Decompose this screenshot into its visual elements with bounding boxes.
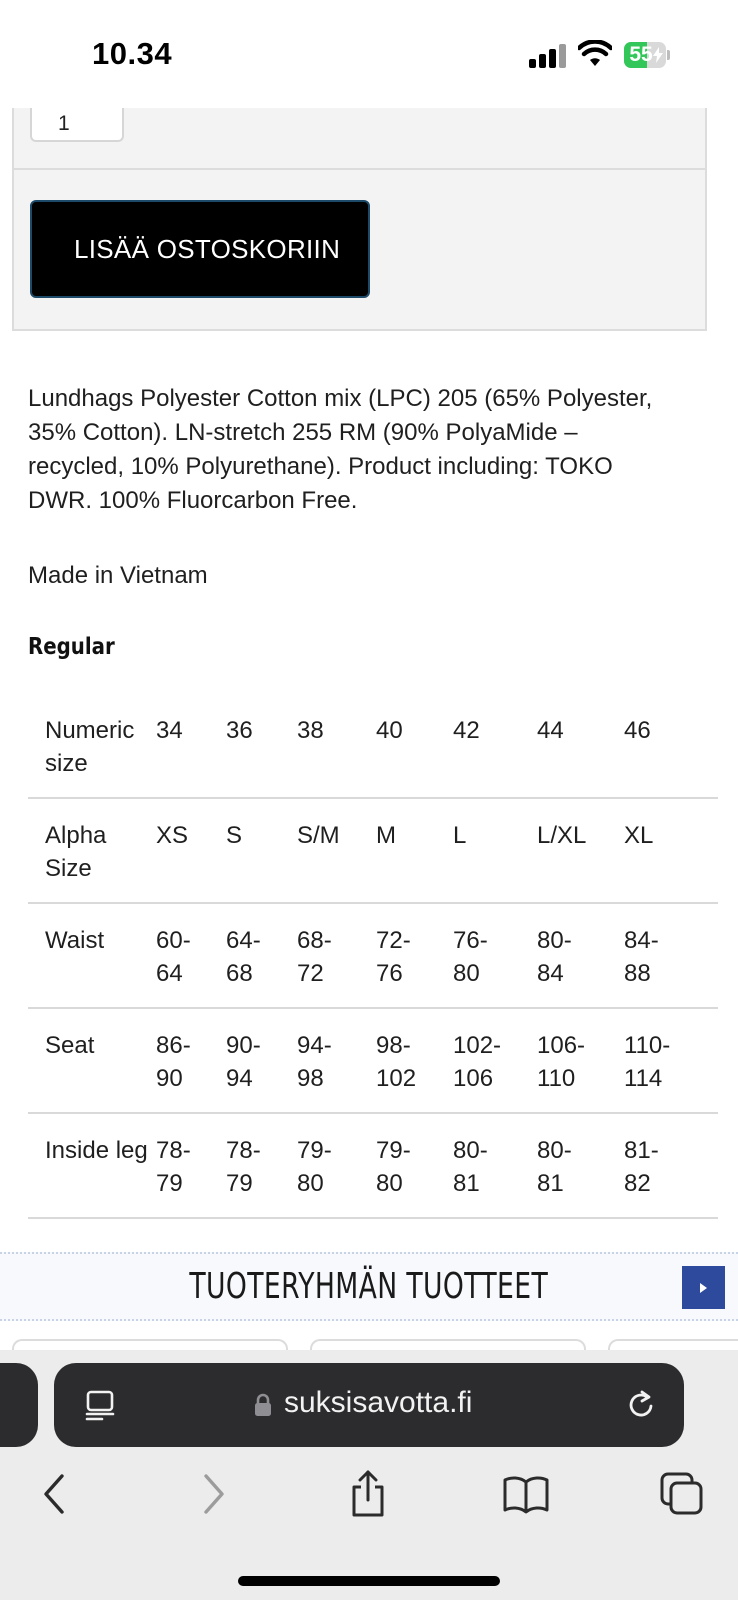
size-cell: 86- 90 [156, 1032, 191, 1092]
size-cell: S [226, 822, 243, 849]
battery-icon [624, 42, 670, 68]
lock-icon [254, 1393, 272, 1417]
form-divider [14, 168, 705, 170]
share-icon [344, 1470, 392, 1518]
tabs-button[interactable] [658, 1470, 706, 1518]
address-bar[interactable] [54, 1363, 684, 1447]
size-table-row [28, 1113, 718, 1218]
size-cell: 36 [226, 717, 253, 744]
size-row-label: Seat [45, 1032, 95, 1059]
size-table-row [28, 903, 718, 1008]
size-cell: 98- 102 [376, 1032, 417, 1092]
quantity-input[interactable] [30, 108, 124, 142]
carousel-next-button[interactable] [682, 1266, 725, 1309]
wifi-icon [578, 40, 612, 68]
size-cell: 79- 80 [297, 1137, 332, 1197]
reload-icon[interactable] [626, 1389, 658, 1421]
tabs-icon [658, 1470, 706, 1518]
size-cell: 80- 81 [537, 1137, 572, 1197]
size-cell: 46 [624, 717, 651, 744]
size-cell: 78- 79 [156, 1137, 191, 1197]
size-cell: L/XL [537, 822, 587, 849]
forward-icon [188, 1470, 236, 1518]
size-cell: 60- 64 [156, 927, 191, 987]
forward-button[interactable] [188, 1470, 236, 1518]
caret-right-icon [700, 1283, 707, 1293]
product-group-title: TUOTERYHMÄN TUOTTEET [189, 1266, 549, 1307]
size-cell: 40 [376, 717, 403, 744]
size-cell: 42 [453, 717, 480, 744]
reader-icon[interactable] [84, 1389, 118, 1423]
previous-tab-preview[interactable] [0, 1363, 38, 1447]
size-cell: 38 [297, 717, 324, 744]
back-button[interactable] [32, 1470, 80, 1518]
size-table [28, 694, 718, 1219]
size-cell: XS [156, 822, 189, 849]
size-cell: 79- 80 [376, 1137, 411, 1197]
size-cell: 80- 84 [537, 927, 572, 987]
material-description: Lundhags Polyester Cotton mix (LPC) 205 (65% Polyester, 35% Cotton). LN-stretch 255 RM (90% PolyaMide – recycled, 10% Polyurethane). Product including: TOKO DWR. 100% Fluorcarbon Free. [28, 385, 653, 514]
product-form [12, 108, 707, 331]
product-group-header [0, 1252, 738, 1321]
size-cell: S/M [297, 822, 340, 849]
size-cell: 44 [537, 717, 564, 744]
country-of-origin: Made in Vietnam [28, 562, 208, 589]
bookmarks-button[interactable] [502, 1470, 550, 1518]
size-cell: 68- 72 [297, 927, 332, 987]
add-to-cart-button[interactable]: LISÄÄ OSTOSKORIIN [30, 200, 370, 298]
size-row-label: Inside leg [45, 1137, 148, 1164]
size-cell: 78- 79 [226, 1137, 261, 1197]
size-cell: M [376, 822, 396, 849]
battery-level: 55 [629, 43, 653, 66]
size-cell: L [453, 822, 467, 849]
cellular-signal-icon [529, 44, 567, 68]
size-table-row [28, 1008, 718, 1113]
size-row-label: Alpha Size [45, 822, 107, 882]
fit-heading: Regular [28, 634, 115, 660]
back-icon [32, 1470, 80, 1518]
status-time: 10.34 [92, 36, 173, 71]
size-cell: 84- 88 [624, 927, 659, 987]
size-table-row [28, 798, 718, 903]
size-cell: 34 [156, 717, 183, 744]
size-row-label: Numeric size [45, 717, 135, 777]
size-cell: 76- 80 [453, 927, 488, 987]
charging-bolt-icon [653, 47, 663, 63]
size-cell: 102- 106 [453, 1032, 502, 1092]
share-button[interactable] [344, 1470, 392, 1518]
bookmarks-icon [502, 1470, 550, 1518]
size-cell: 72- 76 [376, 927, 411, 987]
size-cell: 64- 68 [226, 927, 261, 987]
size-row-label: Waist [45, 927, 105, 954]
size-cell: 106- 110 [537, 1032, 586, 1092]
size-cell: 81- 82 [624, 1137, 659, 1197]
home-indicator [238, 1576, 500, 1586]
size-table-row [28, 694, 718, 798]
size-cell: 110- 114 [624, 1032, 671, 1092]
size-cell: 80- 81 [453, 1137, 488, 1197]
size-cell: 94- 98 [297, 1032, 332, 1092]
size-cell: XL [624, 822, 654, 849]
size-cell: 90- 94 [226, 1032, 261, 1092]
status-bar [0, 0, 738, 110]
url-text: suksisavotta.fi [284, 1386, 473, 1419]
